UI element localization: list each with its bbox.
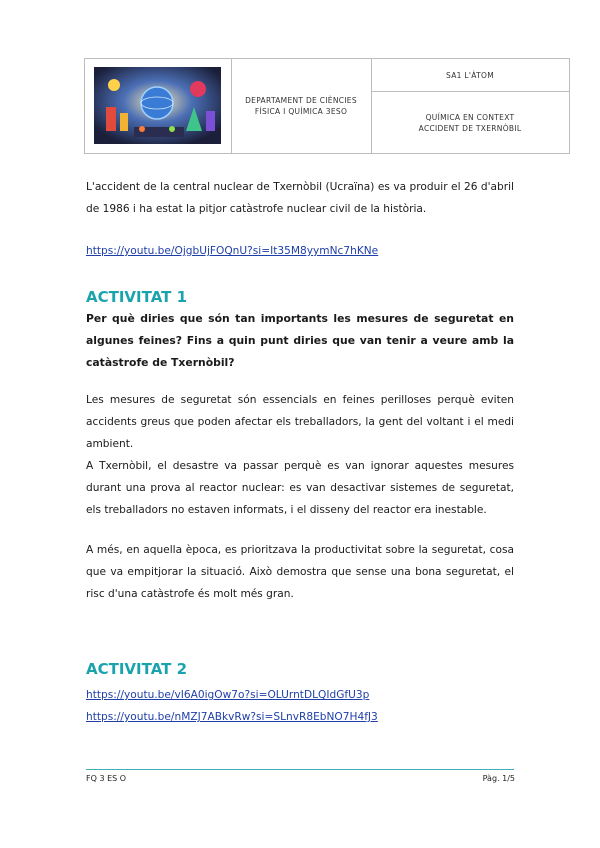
topic-line1: QUÍMICA EN CONTEXT (425, 112, 515, 122)
activity1-answer-p2: A Txernòbil, el desastre va passar perquè es van ignorar aquestes mesures durant una prova al reactor nuclear: es van desactivar sistemes de seguretat, els treballadors no estaven informats, i el disseny del reactor era inestable. (86, 460, 514, 516)
topic-line2: ACCIDENT DE TXERNÒBIL (418, 123, 522, 133)
unit-row (371, 59, 569, 92)
intro-paragraph: L'accident de la central nuclear de Txernòbil (Ucraïna) es va produir el 26 d'abril de 1986 i ha estat la pitjor catàstrofe nuclear civil de la història. (86, 181, 514, 215)
activity1-answer-p1: Les mesures de seguretat són essencials en feines perilloses perquè eviten accidents greus que poden afectar els treballadors, la gent del voltant i el medi ambient. (86, 394, 514, 450)
unit-title: SA1 L'ÀTOM (446, 70, 494, 80)
activity2-video-link-1[interactable]: https://youtu.be/vI6A0igOw7o?si=OLUrntDLQIdGfU3p (86, 689, 370, 701)
science-collage-image (94, 67, 221, 144)
header-logo-cell (85, 59, 232, 153)
activity2-video-link-2[interactable]: https://youtu.be/nMZJ7ABkvRw?si=SLnvR8EbNO7H4fJ3 (86, 711, 378, 723)
department-line1: DEPARTAMENT DE CIÈNCIES (245, 96, 357, 105)
topic-cell (371, 59, 569, 153)
activity2-links (86, 684, 514, 728)
footer-page-number: Pàg. 1/5 (482, 774, 515, 783)
footer-course: FQ 3 ES O (86, 774, 127, 783)
department-cell (231, 59, 372, 153)
header-table (84, 58, 570, 154)
activity1-title: ACTIVITAT 1 (86, 288, 188, 306)
topic-row (371, 92, 569, 153)
intro-video-link[interactable]: https://youtu.be/OjgbUjFOQnU?si=It35M8yymNc7hKNe (86, 245, 379, 257)
intro-link-row (86, 240, 514, 262)
department-line2: FÍSICA I QUÍMICA 3ESO (254, 107, 348, 116)
footer-divider (86, 769, 514, 770)
activity1-question: Per què diries que són tan importants les mesures de seguretat en algunes feines? Fins a quin punt diries que van tenir a veure amb la catàstrofe de Txernòbil? (86, 312, 514, 369)
activity2-title: ACTIVITAT 2 (86, 660, 188, 678)
activity1-answer-p3: A més, en aquella època, es prioritzava la productivitat sobre la seguretat, cosa que va empitjorar la situació. Això demostra que sense una bona seguretat, el risc d'una catàstrofe és molt més gran. (86, 544, 514, 600)
